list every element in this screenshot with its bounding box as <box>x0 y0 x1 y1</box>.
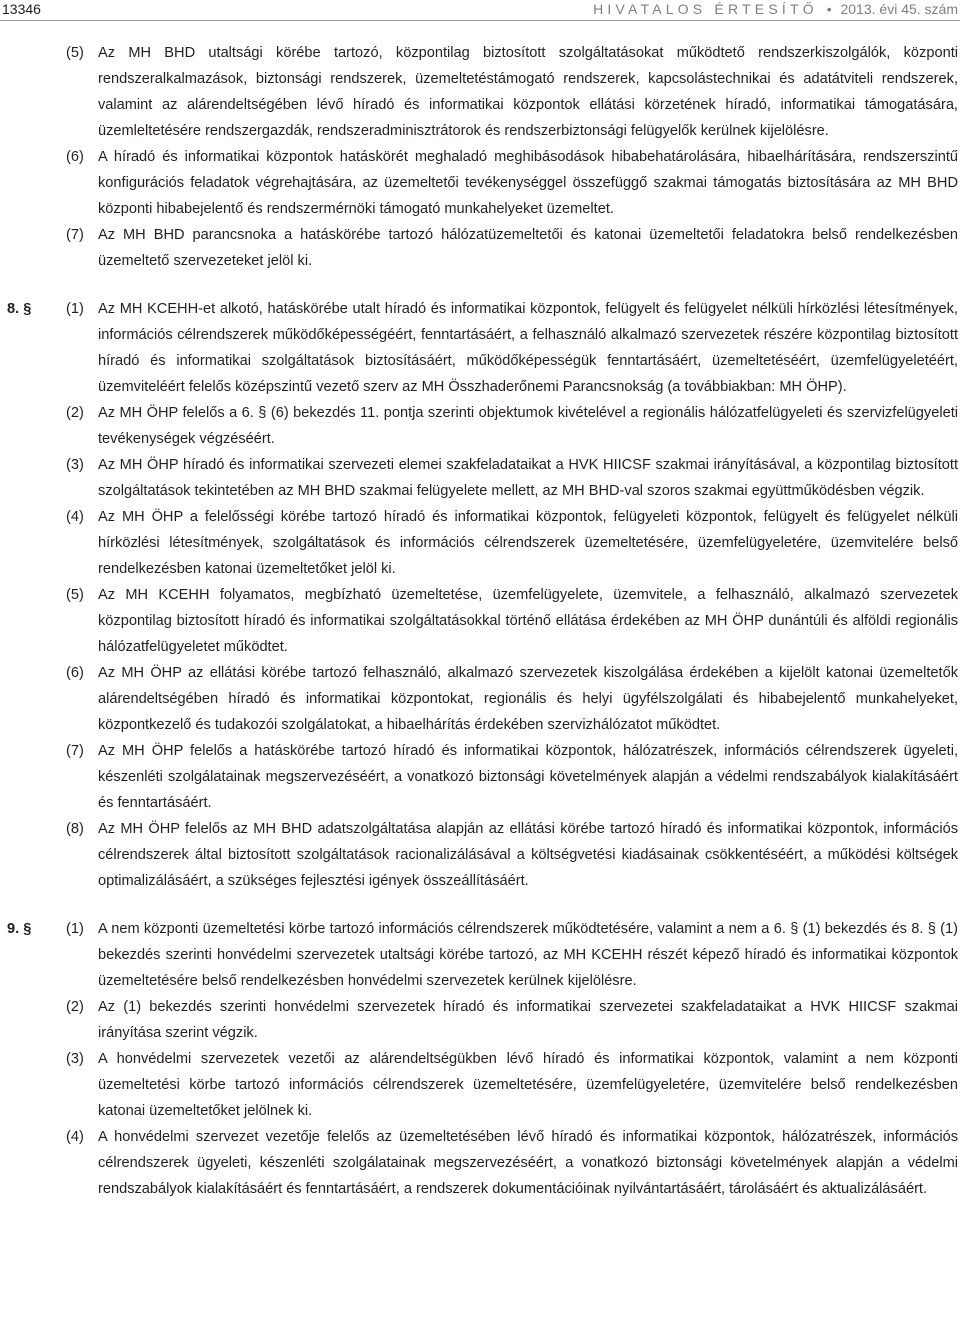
paragraph <box>0 296 960 400</box>
paragraph <box>0 222 960 274</box>
paragraph-number: (7) <box>66 743 84 759</box>
paragraph-number: (3) <box>66 457 84 473</box>
paragraph-text: Az MH ÖHP felelős a 6. § (6) bekezdés 11. pontja szerinti objektumok kivételével a regionális hálózatfelügyeleti és szervizfelügyeleti tevékenységek végzéséért. <box>98 405 958 447</box>
section-continuation <box>0 40 960 274</box>
page-number: 13346 <box>2 1 41 17</box>
paragraph <box>0 144 960 222</box>
section-heading: 8. § <box>7 301 32 317</box>
paragraph-number: (8) <box>66 821 84 837</box>
paragraph-number: (2) <box>66 999 84 1015</box>
paragraph <box>0 40 960 144</box>
paragraph-text: Az MH BHD utaltsági körébe tartozó, központilag biztosított szolgáltatásokat működtető rendszerkiszolgálók, központi rendszeralkalmazások, biztonsági rendszerek, üzemeltetéstámogató rendszerek, kapcsolástechnikai és adatátviteli rendszerek, valamint az alárendeltségében lévő híradó és informatikai központok ellátási körzetének híradó, informatikai támogatására, üzemleltetésére rendszergazdák, rendszeradminisztrátorok és rendszerbiztonsági felügyelők kerülnek kijelölésre. <box>98 45 958 139</box>
paragraph <box>0 660 960 738</box>
paragraph-text: Az MH ÖHP felelős a hatáskörébe tartozó híradó és informatikai központok, hálózatrészek, információs célrendszerek ügyeleti, készenléti szolgálatainak megszervezéséért, a vonatkozó biztonsági követelmények alapján a védelmi rendszabályok kialakításáért és fenntartásáért. <box>98 743 958 811</box>
paragraph-number: (6) <box>66 149 84 165</box>
paragraph <box>0 1046 960 1124</box>
paragraph-number: (4) <box>66 509 84 525</box>
paragraph-number: (5) <box>66 587 84 603</box>
paragraph <box>0 504 960 582</box>
header-bullet: • <box>826 1 832 17</box>
paragraph <box>0 1124 960 1202</box>
paragraph <box>0 738 960 816</box>
paragraph-text: Az MH KCEHH folyamatos, megbízható üzemeltetése, üzemfelügyelete, üzemvitele, a felhasználó, alkalmazó szervezetek központilag biztosított híradó és informatikai szolgáltatásokkal történő ellátása érdekében az MH ÖHP dunántúli és alföldi regionális hálózatfelügyeletet működtet. <box>98 587 958 655</box>
paragraph-text: Az MH KCEHH-et alkotó, hatáskörébe utalt híradó és informatikai központok, felügyelt és felügyelet nélküli hírközlési létesítmények, információs célrendszerek működőképességéért, fenntartásáért, a felhasználó alkalmazó szervezetek részére központilag biztosított híradó és informatikai szolgáltatások biztosításáért, működőképességük fenntartásáért, üzemeltetéséért, üzemfelügyeletéért, üzemviteléért felelős középszintű vezető szerv az MH Összhaderőnemi Parancsnokság (a továbbiakban: MH ÖHP). <box>98 301 958 395</box>
paragraph-text: A honvédelmi szervezetek vezetői az alárendeltségükben lévő híradó és informatikai központok, valamint a nem központi üzemeltetési körbe tartozó információs célrendszerek üzemeltetésére, üzemfelügyeletére, üzemvitelére belső rendelkezésben katonai üzemeltetőket jelölnek ki. <box>98 1051 958 1119</box>
paragraph <box>0 916 960 994</box>
paragraph-text: Az MH ÖHP felelős az MH BHD adatszolgáltatása alapján az ellátási körébe tartozó híradó és informatikai központok, információs célrendszerek által biztosított szolgáltatások racionalizálásával a költségvetési kiadásainak csökkentéséért, a működési költségek optimalizálásáért, a szükséges fejlesztési igények összeállításáért. <box>98 821 958 889</box>
issue-label: 2013. évi 45. szám <box>840 1 958 17</box>
paragraph-number: (3) <box>66 1051 84 1067</box>
paragraph-number: (2) <box>66 405 84 421</box>
paragraph <box>0 816 960 894</box>
page-header <box>0 0 960 20</box>
paragraph-text: Az MH BHD parancsnoka a hatáskörébe tartozó hálózatüzemeltetői és katonai üzemeltetői feladatokra belső rendelkezésben üzemeltető szervezeteket jelöl ki. <box>98 227 958 269</box>
section-9 <box>0 916 960 1202</box>
header-divider <box>0 20 960 21</box>
section-heading: 9. § <box>7 921 32 937</box>
paragraph-number: (5) <box>66 45 84 61</box>
journal-header-title <box>593 1 958 17</box>
paragraph-text: A nem központi üzemeltetési körbe tartozó információs célrendszerek működtetésére, valamint a nem a 6. § (1) bekezdés és 8. § (1) bekezdés szerinti honvédelmi szervezetek utaltsági körébe tartozó, az MH KCEHH részét képező híradó és informatikai központok üzemeltetésére belső rendelkezésben honvédelmi szervezetek kerülnek kijelölésre. <box>98 921 958 989</box>
paragraph-number: (7) <box>66 227 84 243</box>
paragraph <box>0 582 960 660</box>
paragraph-text: Az MH ÖHP híradó és informatikai szervezeti elemei szakfeladataikat a HVK HIICSF szakmai irányításával, a központilag biztosított szolgáltatások tekintetében az MH BHD szakmai felügyelete mellett, az MH BHD-val szoros szakmai együttműködésben végzik. <box>98 457 958 499</box>
document-body <box>0 40 960 1224</box>
paragraph <box>0 994 960 1046</box>
paragraph-text: Az MH ÖHP az ellátási körébe tartozó felhasználó, alkalmazó szervezetek kiszolgálása érdekében a kijelölt katonai üzemeltetők alárendeltségében híradó és informatikai központokat, regionális és helyi ügyfélszolgálati és hibabejelentő munkahelyeket, központkezelő és tudakozói szolgálatokat, a hibaelhárítás érdekében szervizhálózatot működtet. <box>98 665 958 733</box>
paragraph-text: A híradó és informatikai központok hatáskörét meghaladó meghibásodások hibabehatárolására, hibaelhárítására, rendszerszintű konfigurációs feladatok végrehajtására, az üzemeltetői tevékenységgel összefüggő szakmai támogatás biztosítására az MH BHD központi hibabejelentő és rendszermérnöki támogató munkahelyeket üzemeltet. <box>98 149 958 217</box>
paragraph-number: (1) <box>66 921 84 937</box>
paragraph-number: (1) <box>66 301 84 317</box>
section-8 <box>0 296 960 894</box>
paragraph-text: Az MH ÖHP a felelősségi körébe tartozó híradó és informatikai központok, felügyeleti központok, felügyelt és felügyelet nélküli hírközlési létesítmények, szolgáltatások és információs célrendszerek üzemeltetésére, üzemfelügyeletére, üzemvitelére belső rendelkezésben katonai üzemeltetőket jelöl ki. <box>98 509 958 577</box>
journal-name: HIVATALOS ÉRTESÍTŐ <box>593 1 818 17</box>
paragraph-text: Az (1) bekezdés szerinti honvédelmi szervezetek híradó és informatikai szervezetei szakfeladataikat a HVK HIICSF szakmai irányítása szerint végzik. <box>98 999 958 1041</box>
paragraph <box>0 400 960 452</box>
paragraph-number: (6) <box>66 665 84 681</box>
paragraph <box>0 452 960 504</box>
paragraph-number: (4) <box>66 1129 84 1145</box>
paragraph-text: A honvédelmi szervezet vezetője felelős az üzemeltetésében lévő híradó és informatikai központok, hálózatrészek, információs célrendszerek ügyeleti, készenléti szolgálatainak megszervezéséért, a vonatkozó biztonsági követelmények alapján a védelmi rendszabályok kialakításáért és fenntartásáért, a rendszerek dokumentációinak nyilvántartásáért, tárolásáért és aktualizálásáért. <box>98 1129 958 1197</box>
